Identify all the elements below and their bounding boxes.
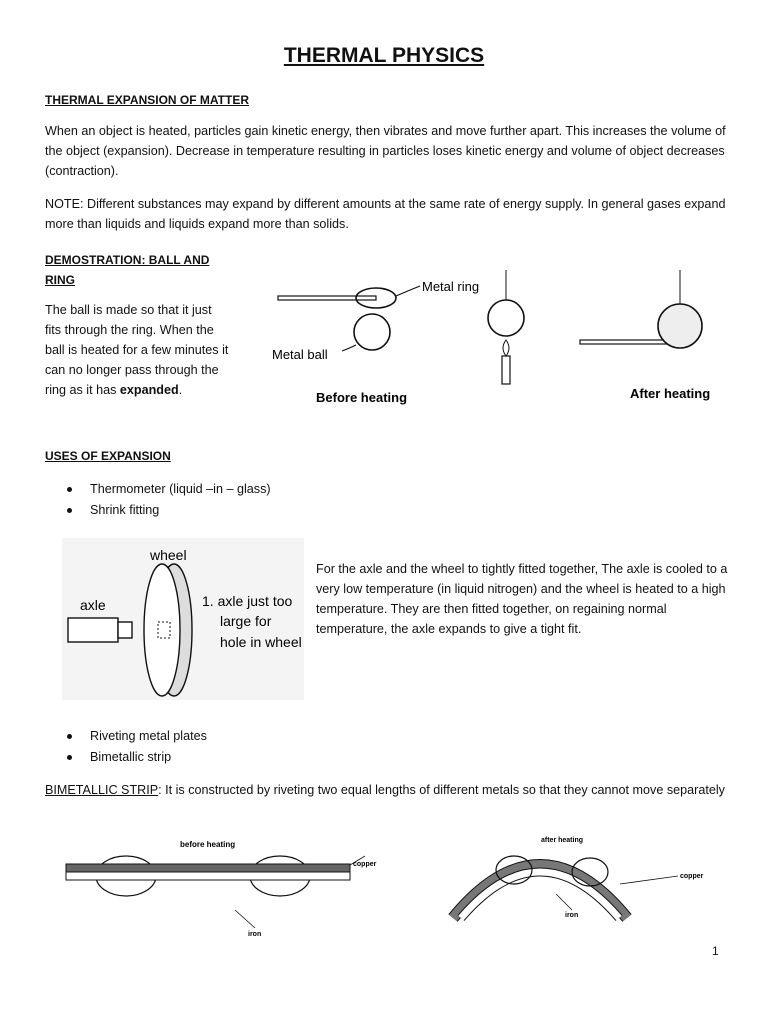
- before-heating-label: Before heating: [316, 390, 408, 405]
- candle-icon: [502, 340, 510, 384]
- uses-heading: USES OF EXPANSION: [45, 449, 171, 463]
- bimetallic-text: : It is constructed by riveting two equal lengths of different metals so that they cannot move separately: [158, 783, 725, 797]
- before-heating-caption: before heating: [180, 840, 236, 849]
- axle-label: axle: [80, 597, 106, 613]
- page-title: THERMAL PHYSICS: [283, 44, 485, 67]
- metal-ball-label: Metal ball: [272, 347, 328, 362]
- ball-ring-text: The ball is made so that it just fits through the ring. When the ball is heated for a few minutes it can no longer pass through the ring as it has: [45, 303, 229, 397]
- list-item: Thermometer (liquid –in – glass): [45, 479, 445, 500]
- iron-label-after: iron: [565, 912, 579, 919]
- caption-line-1: 1. axle just too: [202, 593, 293, 609]
- bimetallic-paragraph: [45, 780, 730, 800]
- copper-label-after: copper: [680, 873, 704, 880]
- shrink-fitting-text: For the axle and the wheel to tightly fitted together, The axle is cooled to a very low temperature (in liquid nitrogen) and the wheel is heated to a high temperature. They are then fitted together, on regaining normal temperature, the axle expands to give a tight fit.: [316, 562, 728, 636]
- note-paragraph: NOTE: Different substances may expand by different amounts at the same rate of energy supply. In general gases expand more than liquids and liquids expand more than solids.: [45, 197, 726, 231]
- uses-list: [45, 479, 445, 521]
- after-heating-label: After heating: [630, 386, 711, 401]
- metal-ring-label: Metal ring: [422, 279, 480, 294]
- wheel-icon: [144, 564, 192, 696]
- caption-line-3: hole in wheel: [220, 634, 302, 650]
- heated-ball-icon: [488, 300, 524, 336]
- ring-rod-before: [278, 288, 396, 308]
- page-number: 1: [712, 944, 719, 958]
- section-heading-thermal-expansion: THERMAL EXPANSION OF MATTER: [45, 93, 249, 107]
- expanded-word: expanded: [119, 383, 179, 397]
- list-item: Bimetallic strip: [45, 747, 445, 768]
- uses-list-2: [45, 726, 445, 768]
- list-item: Riveting metal plates: [45, 726, 445, 747]
- bimetallic-term: BIMETALLIC STRIP: [45, 783, 159, 797]
- copper-label-before: copper: [353, 861, 377, 868]
- ball-and-ring-figure: [260, 260, 740, 410]
- wheel-label: wheel: [150, 547, 187, 563]
- straight-strip: [66, 856, 350, 896]
- caption-line-2: large for: [220, 613, 272, 629]
- metal-ball-icon: [354, 314, 390, 350]
- expansion-paragraph: When an object is heated, particles gain kinetic energy, then vibrates and move further apart. This increases the volume of the object (expansion). Decrease in temperature resulting in particles loses kinetic energy and volume of object decreases (contraction).: [45, 124, 726, 178]
- iron-label-before: iron: [248, 931, 262, 938]
- shrink-fitting-figure: [62, 538, 304, 700]
- list-item: Shrink fitting: [45, 500, 445, 521]
- ball-ring-text-end: .: [178, 383, 183, 397]
- axle-icon: [68, 618, 132, 642]
- bimetallic-strip-figure: [60, 832, 720, 942]
- after-heating-caption: after heating: [541, 837, 584, 844]
- expanded-ball-icon: [658, 304, 702, 348]
- curved-strip: [453, 856, 627, 918]
- demo-heading: DEMOSTRATION: BALL AND RING: [45, 253, 210, 287]
- ball-ring-description: [45, 300, 230, 400]
